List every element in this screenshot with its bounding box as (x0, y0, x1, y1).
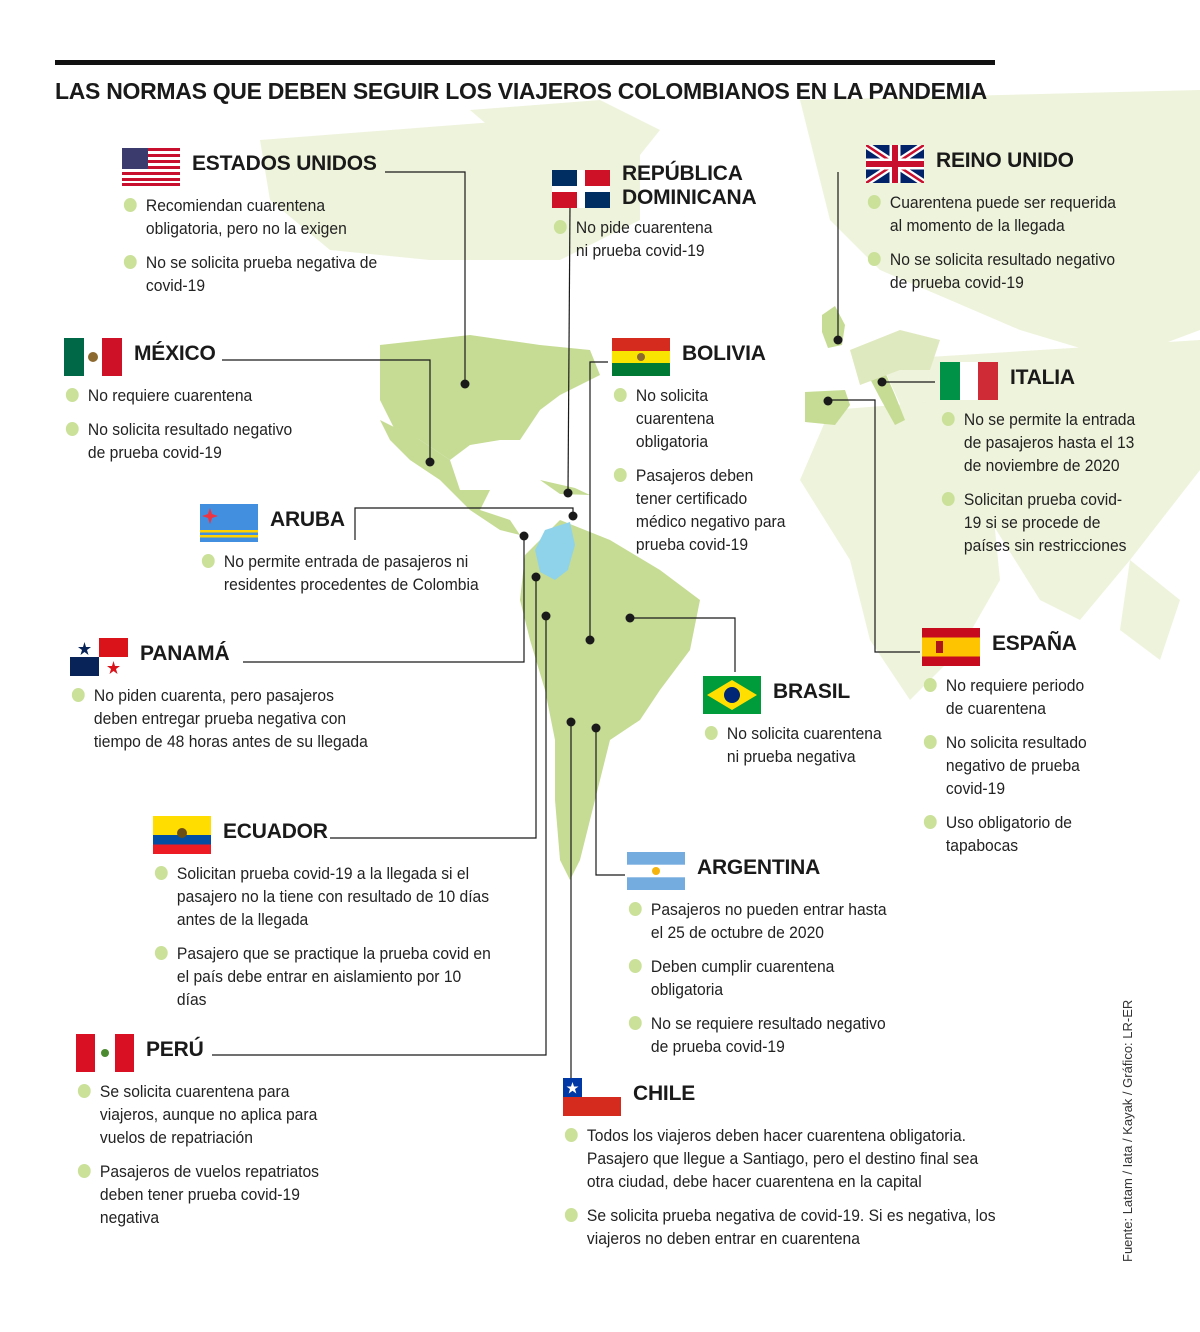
rule-item: Pasajeros no pueden entrar hasta el 25 de octubre de 2020 (627, 898, 894, 944)
rule-item: No se requiere resultado negativo de prueba covid-19 (627, 1012, 894, 1058)
country-block-mx (64, 338, 324, 475)
country-name: CHILE (633, 1082, 696, 1105)
source-credit: Fuente: Latam / Iata / Kayak / Gráfico: LR-ER (1120, 999, 1135, 1262)
country-block-es (922, 628, 1112, 868)
rule-item: No se solicita prueba negativa de covid-19 (122, 251, 389, 297)
marker-pe (542, 612, 551, 621)
country-block-bo (612, 338, 802, 567)
country-block-pa (70, 638, 390, 764)
mexico-flag (64, 338, 122, 376)
marker-pa (520, 532, 529, 541)
country-block-pe (76, 1034, 376, 1240)
marker-it (878, 378, 887, 387)
country-name: REINO UNIDO (936, 149, 1074, 172)
rule-item: No solicita resultado negativo de prueba covid-19 (922, 731, 1097, 800)
marker-us (461, 380, 470, 389)
spain-flag (922, 628, 980, 666)
marker-ec (532, 573, 541, 582)
marker-es (824, 397, 833, 406)
rule-item: Pasajero que se practique la prueba covid en el país debe entrar en aislamiento por 10 días (153, 942, 493, 1011)
page-title: LAS NORMAS QUE DEBEN SEGUIR LOS VIAJEROS COLOMBIANOS EN LA PANDEMIA (55, 78, 987, 104)
country-name: REPÚBLICA DOMINICANA (622, 162, 757, 209)
country-name: ESPAÑA (992, 632, 1077, 655)
rule-item: Se solicita prueba negativa de covid-19. Si es negativa, los viajeros no deben entrar en cuarentena (563, 1204, 1005, 1250)
rule-item: No solicita cuarentena obligatoria (612, 384, 787, 453)
rule-item: Pasajeros deben tener certificado médico negativo para prueba covid-19 (612, 464, 787, 556)
country-name: MÉXICO (134, 342, 216, 365)
panama-flag (70, 638, 128, 676)
peru-flag (76, 1034, 134, 1072)
country-block-ar (627, 852, 917, 1069)
country-block-it (940, 362, 1155, 568)
rule-item: Solicitan prueba covid-19 a la llegada si el pasajero no la tiene con resultado de 10 días antes de la llegada (153, 862, 493, 931)
country-name: ARUBA (270, 508, 345, 531)
country-block-do (552, 162, 802, 273)
country-block-uk (866, 145, 1146, 305)
marker-br (626, 614, 635, 623)
rule-item: No se solicita resultado negativo de prueba covid-19 (866, 248, 1124, 294)
rule-item: Recomiendan cuarentena obligatoria, pero no la exigen (122, 194, 389, 240)
country-name: PERÚ (146, 1038, 204, 1061)
rule-item: Solicitan prueba covid-19 si se procede de países sin restricciones (940, 488, 1138, 557)
rule-item: Se solicita cuarentena para viajeros, aunque no aplica para vuelos de repatriación (76, 1080, 352, 1149)
aruba-flag (200, 504, 258, 542)
brazil-flag (703, 676, 761, 714)
argentina-flag (627, 852, 685, 890)
marker-mx (426, 458, 435, 467)
chile-flag (563, 1078, 621, 1116)
rule-item: No solicita resultado negativo de prueba covid-19 (64, 418, 303, 464)
dominican-republic-flag (552, 170, 610, 208)
country-name: BRASIL (773, 680, 850, 703)
country-block-ec (153, 816, 523, 1022)
country-name: ECUADOR (223, 820, 328, 843)
country-name: ARGENTINA (697, 856, 821, 879)
country-name: BOLIVIA (682, 342, 766, 365)
title-rule (55, 60, 995, 65)
italy-flag (940, 362, 998, 400)
marker-ar (592, 724, 601, 733)
rule-item: No requiere cuarentena (64, 384, 303, 407)
usa-flag (122, 148, 180, 186)
rule-item: No solicita cuarentena ni prueba negativa (703, 722, 887, 768)
bolivia-flag (612, 338, 670, 376)
rule-item: No pide cuarentena ni prueba covid-19 (552, 216, 714, 262)
country-block-cl (563, 1078, 1043, 1261)
marker-aw (569, 512, 578, 521)
rule-item: No permite entrada de pasajeros ni residentes procedentes de Colombia (200, 550, 491, 596)
marker-do (564, 489, 573, 498)
rule-item: Deben cumplir cuarentena obligatoria (627, 955, 894, 1001)
rule-item: Pasajeros de vuelos repatriatos deben tener prueba covid-19 negativa (76, 1160, 352, 1229)
marker-uk (834, 336, 843, 345)
uk-flag (866, 145, 924, 183)
rule-item: Uso obligatorio de tapabocas (922, 811, 1097, 857)
marker-bo (586, 636, 595, 645)
country-name: ESTADOS UNIDOS (192, 152, 377, 175)
country-name: PANAMÁ (140, 642, 230, 665)
country-name: ITALIA (1010, 366, 1075, 389)
rule-item: No requiere periodo de cuarentena (922, 674, 1097, 720)
marker-cl (567, 718, 576, 727)
rule-item: No piden cuarenta, pero pasajeros deben entregar prueba negativa con tiempo de 48 horas antes de su llegada (70, 684, 370, 753)
rule-item: Todos los viajeros deben hacer cuarentena obligatoria. Pasajero que llegue a Santiago, pero el destino final sea otra ciudad, debe hacer cuarentena en la capital (563, 1124, 1005, 1193)
country-block-aw (200, 504, 520, 607)
country-block-br (703, 676, 903, 779)
rule-item: No se permite la entrada de pasajeros hasta el 13 de noviembre de 2020 (940, 408, 1138, 477)
ecuador-flag (153, 816, 211, 854)
rule-item: Cuarentena puede ser requerida al momento de la llegada (866, 191, 1124, 237)
country-block-us (122, 148, 412, 308)
